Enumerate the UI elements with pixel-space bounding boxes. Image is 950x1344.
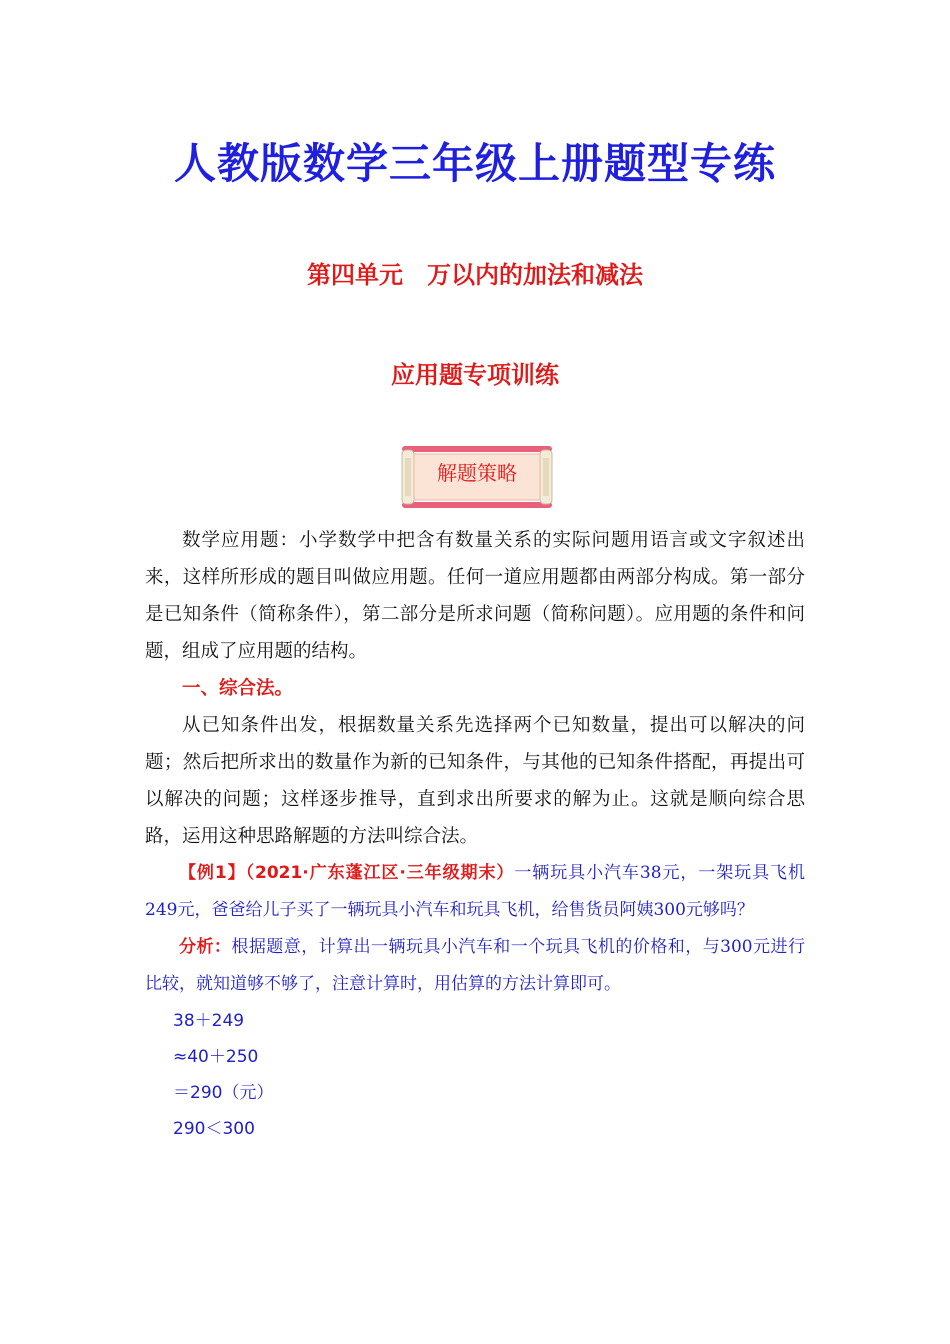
calc-line: 290＜300 xyxy=(173,1119,255,1139)
analysis-text: 根据题意，计算出一辆玩具小汽车和一个玩具飞机的价格和，与300元进行比较，就知道够不够了，注意计算时，用估算的方法计算即可。 xyxy=(145,937,805,994)
calc-line: ＝290（元） xyxy=(173,1083,274,1103)
analysis-1 xyxy=(145,929,805,1003)
example-1 xyxy=(145,855,805,929)
strategy-banner-label: 解题策略 xyxy=(437,461,517,485)
intro-paragraph: 数学应用题：小学数学中把含有数量关系的实际问题用语言或文字叙述出来，这样所形成的题目叫做应用题。任何一道应用题都由两部分构成。第一部分是已知条件（简称条件），第二部分是所求问题（简称问题）。应用题的条件和问题，组成了应用题的结构。 xyxy=(145,530,805,662)
calculation-steps xyxy=(145,1003,805,1147)
example-source: （2021·广东蓬江区·三年级期末） xyxy=(245,863,515,883)
section-heading-synthesis: 一、综合法。 xyxy=(182,678,294,699)
calc-line: ≈40＋250 xyxy=(173,1047,259,1067)
sub-title: 应用题专项训练 xyxy=(391,361,559,389)
main-title: 人教版数学三年级上册题型专练 xyxy=(173,139,776,188)
synthesis-paragraph: 从已知条件出发，根据数量关系先选择两个已知数量，提出可以解决的问题；然后把所求出的数量作为新的已知条件，与其他的已知条件搭配，再提出可以解决的问题；这样逐步推导，直到求出所要求的解为止。这就是顺向综合思路，运用这种思路解题的方法叫综合法。 xyxy=(145,715,805,847)
example-text: 一辆玩具小汽车38元，一架玩具飞机249元，爸爸给儿子买了一辆玩具小汽车和玩具飞机，给售货员阿姨300元够吗？ xyxy=(145,863,805,920)
analysis-tag: 分析： xyxy=(179,937,232,957)
calc-line: 38＋249 xyxy=(173,1011,245,1031)
strategy-banner xyxy=(396,444,558,510)
example-tag: 【例1】 xyxy=(179,863,246,883)
content-body xyxy=(145,522,805,1147)
unit-title: 第四单元 万以内的加法和减法 xyxy=(307,261,643,289)
